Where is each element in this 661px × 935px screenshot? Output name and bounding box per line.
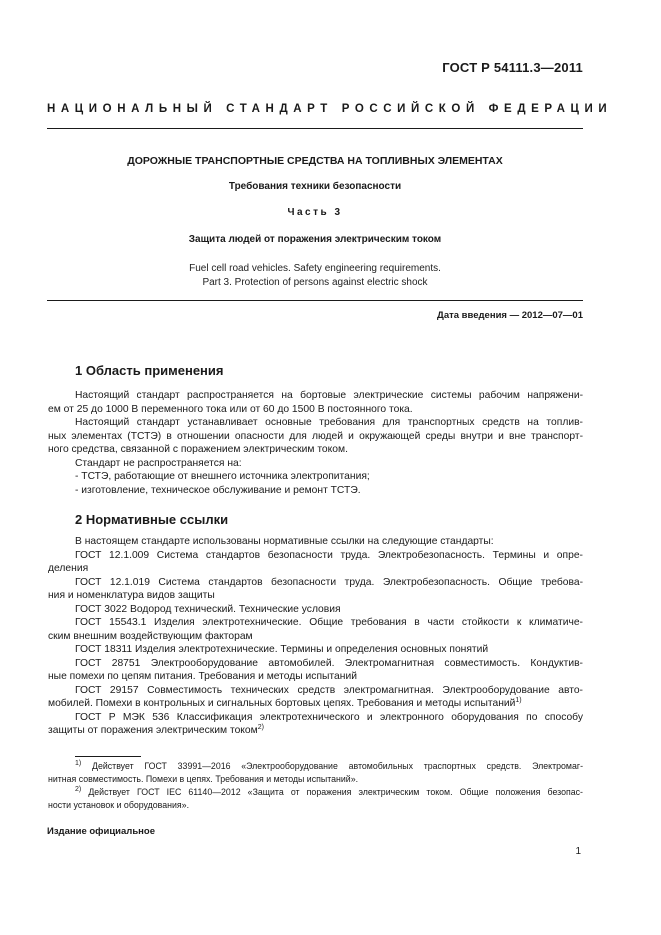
- document-title: ДОРОЖНЫЕ ТРАНСПОРТНЫЕ СРЕДСТВА НА ТОПЛИВНЫХ ЭЛЕМЕНТАХ: [127, 155, 503, 167]
- english-title-line1: Fuel cell road vehicles. Safety engineering requirements.: [189, 263, 441, 274]
- footnote-rule: [75, 756, 141, 757]
- document-subtitle: Требования техники безопасности: [228, 181, 402, 192]
- text-line: ного средства, связанной с поражением электрическим током.: [48, 444, 348, 455]
- text-line: ные помехи по цепям питания. Требования и методы испытаний: [48, 671, 357, 682]
- text-line-content: защиты от поражения электрическим током: [48, 725, 258, 736]
- national-standard-banner: НАЦИОНАЛЬНЫЙ СТАНДАРТ РОССИЙСКОЙ ФЕДЕРАЦИИ: [47, 103, 613, 115]
- footnote-2-line2: ности установок и оборудования».: [48, 799, 190, 810]
- footnote-1: [48, 760, 583, 785]
- reference-item: ГОСТ 15543.1 Изделия электротехнические. Общие требования в части стойкости к климатиче-: [75, 617, 583, 628]
- reference-item: ГОСТ 12.1.009 Система стандартов безопасности труда. Электробезопасность. Термины и опре-: [75, 549, 583, 561]
- reference-item: ГОСТ 28751 Электрооборудование автомобилей. Электромагнитная совместимость. Кондуктив-: [75, 657, 583, 669]
- text-line: ем от 25 до 1000 В переменного тока или от 60 до 1500 В постоянного тока.: [48, 403, 413, 415]
- text-line: Стандарт не распространяется на:: [75, 457, 242, 469]
- list-item: - ТСТЭ, работающие от внешнего источника электропитания;: [75, 471, 370, 482]
- english-title: [47, 262, 583, 289]
- introduction-date: Дата введения — 2012—07—01: [437, 310, 583, 321]
- text-line: В настоящем стандарте использованы нормативные ссылки на следующие стандарты:: [75, 536, 494, 547]
- footnote-2-mark: 2): [75, 786, 82, 793]
- footnote-1-line1: [75, 760, 583, 773]
- document-code: ГОСТ Р 54111.3—2011: [442, 60, 583, 75]
- reference-item: ГОСТ 29157 Совместимость технических средств электромагнитная. Электрооборудование авто-: [75, 684, 583, 696]
- footnote-1-mark: 1): [75, 760, 82, 767]
- reference-item: ГОСТ 3022 Водород технический. Технические условия: [75, 603, 341, 615]
- text-line: [48, 697, 522, 711]
- header-rule: [47, 128, 583, 129]
- official-edition-label: Издание официальное: [47, 826, 155, 837]
- text-line-content: мобилей. Помехи в контрольных и сигнальных бортовых цепях. Требования и методы испытаний: [48, 698, 516, 709]
- text-line: [48, 724, 264, 738]
- footnote-2-line1: [75, 786, 583, 799]
- part-number: Часть 3: [287, 207, 343, 218]
- footnote-2-text: Действует ГОСТ IEC 61140—2012 «Защита от поражения электрическим током. Общие положения безопас-: [88, 787, 583, 797]
- date-rule: [47, 300, 583, 301]
- reference-item: ГОСТ Р МЭК 536 Классификация электротехнического и электронного оборудования по способу: [75, 711, 583, 723]
- reference-item: ГОСТ 18311 Изделия электротехнические. Термины и определения основных понятий: [75, 644, 489, 655]
- text-line: деления: [48, 563, 89, 574]
- section-1-heading: 1 Область применения: [75, 363, 224, 378]
- section-2-heading: 2 Нормативные ссылки: [75, 512, 229, 527]
- footnote-1-line2: нитная совместимость. Помехи в цепях. Требования и методы испытаний».: [48, 773, 359, 784]
- part-title: Защита людей от поражения электрическим током: [188, 234, 442, 245]
- page-number: 1: [575, 846, 581, 857]
- text-line: ных элементах (ТСТЭ) в отношении опасности для людей и окружающей среды внутри и вне транспорт-: [48, 430, 583, 442]
- text-line: ским внешним воздействующим факторам: [48, 630, 253, 642]
- footnote-2: [48, 786, 583, 811]
- footnote-1-text: Действует ГОСТ 33991—2016 «Электрооборудование автомобильных траспортных средств. Электромаг-: [92, 761, 583, 771]
- english-title-line2: Part 3. Protection of persons against electric shock: [202, 276, 428, 288]
- footnote-ref-1: 1): [515, 697, 522, 704]
- text-line: Настоящий стандарт распространяется на бортовые электрические системы рабочим напряжени-: [75, 390, 583, 401]
- text-line: ния и номенклатура видов защиты: [48, 590, 215, 601]
- text-line: Настоящий стандарт устанавливает основные требования для транспортных средств на топлив-: [75, 417, 583, 428]
- list-item: - изготовление, техническое обслуживание и ремонт ТСТЭ.: [75, 484, 361, 496]
- reference-item: ГОСТ 12.1.019 Система стандартов безопасности труда. Электробезопасность. Общие требова-: [75, 576, 583, 588]
- footnote-ref-2: 2): [257, 724, 264, 731]
